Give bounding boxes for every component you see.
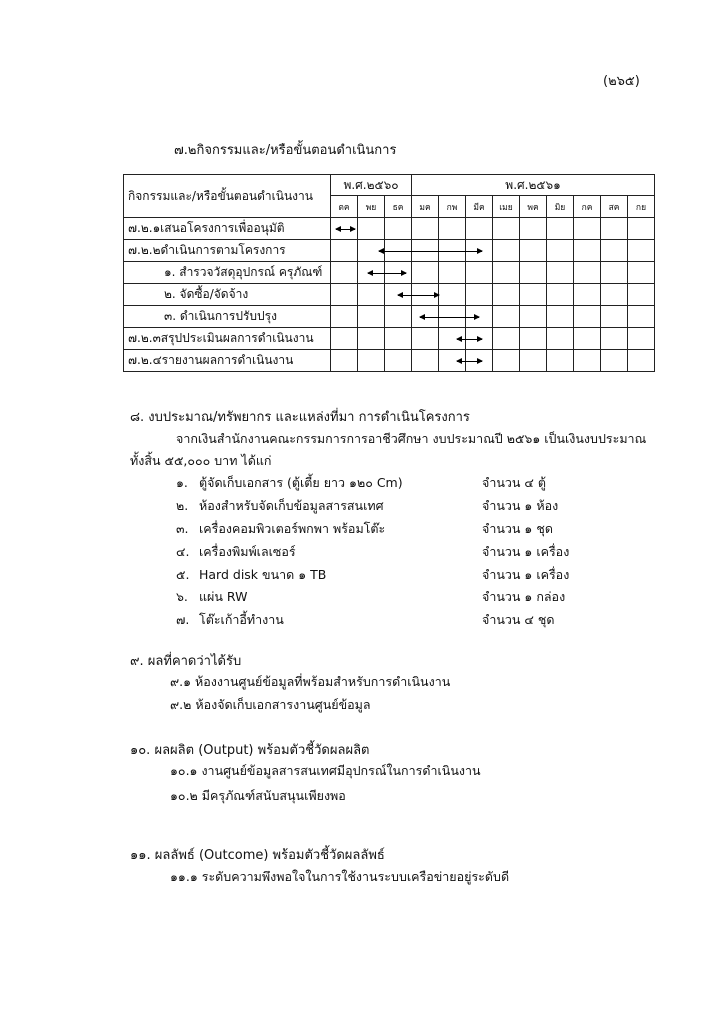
month-cell	[358, 218, 385, 240]
table-header-activity: กิจกรรมและ/หรือขั้นตอนดำเนินงาน	[124, 175, 331, 218]
month-header: กย	[628, 196, 655, 218]
month-header: กค	[574, 196, 601, 218]
month-cell	[628, 218, 655, 240]
budget-item-quantity: จำนวน ๔ ตู้	[482, 475, 546, 490]
section-10-item: ๑๐.๑ งานศูนย์ข้อมูลสารสนเทศมีอุปกรณ์ในการดำเนินงาน	[170, 763, 481, 778]
month-cell	[547, 328, 574, 350]
section-8-title: ๘. งบประมาณ/ทรัพยากร และแหล่งที่มา การดำเนินโครงการ	[130, 410, 470, 425]
month-cell	[601, 218, 628, 240]
month-cell	[574, 240, 601, 262]
month-header: ธค	[385, 196, 412, 218]
month-cell	[466, 284, 493, 306]
budget-item-name: ห้องสำหรับจัดเก็บข้อมูลสารสนเทศ	[199, 498, 384, 513]
budget-item-quantity: จำนวน ๑ ห้อง	[482, 498, 559, 513]
month-header: มค	[412, 196, 439, 218]
month-header: เมย	[493, 196, 520, 218]
month-cell	[574, 306, 601, 328]
section-8-paragraph-line1: จากเงินสำนักงานคณะกรรมการการอาชีวศึกษา งบประมาณปี ๒๕๖๑ เป็นเงินงบประมาณ	[176, 431, 647, 446]
table-row	[124, 350, 655, 372]
budget-item-quantity: จำนวน ๑ ชุด	[482, 521, 553, 536]
month-cell	[412, 262, 439, 284]
month-cell	[385, 328, 412, 350]
year-header-2560: พ.ศ.๒๕๖๐	[331, 175, 412, 196]
budget-item-number: ๕.	[176, 567, 190, 582]
table-row	[124, 284, 655, 306]
month-cell	[628, 284, 655, 306]
budget-item-number: ๒.	[176, 498, 189, 513]
budget-item-name: Hard disk ขนาด ๑ TB	[199, 567, 327, 582]
activity-label: ๗.๒.๒ดำเนินการตามโครงการ	[124, 240, 331, 262]
month-cell	[520, 306, 547, 328]
budget-item-name: แผ่น RW	[199, 589, 248, 604]
timeline-arrow	[379, 251, 482, 252]
month-cell	[547, 350, 574, 372]
month-cell	[493, 262, 520, 284]
month-cell	[574, 328, 601, 350]
month-cell	[331, 328, 358, 350]
budget-item-name: ตู้จัดเก็บเอกสาร (ตู้เตี้ย ยาว ๑๒๐ Cm)	[199, 475, 403, 490]
section-11-item: ๑๑.๑ ระดับความพึงพอใจในการใช้งานระบบเครือข่ายอยู่ระดับดี	[170, 869, 510, 884]
section-11-title: ๑๑. ผลลัพธ์ (Outcome) พร้อมตัวชี้วัดผลลัพธ์	[130, 848, 385, 863]
activity-label: ๗.๒.๑เสนอโครงการเพื่ออนุมัติ	[124, 218, 331, 240]
month-cell	[520, 218, 547, 240]
month-cell	[439, 218, 466, 240]
table-row	[124, 218, 655, 240]
month-cell	[601, 240, 628, 262]
month-cell	[358, 328, 385, 350]
month-cell	[520, 284, 547, 306]
section-9-item: ๙.๒ ห้องจัดเก็บเอกสารงานศูนย์ข้อมูล	[170, 697, 371, 712]
timeline-arrow	[457, 361, 481, 362]
budget-item-number: ๖.	[176, 589, 188, 604]
month-cell	[412, 328, 439, 350]
month-cell	[520, 262, 547, 284]
month-cell	[331, 240, 358, 262]
month-cell	[466, 218, 493, 240]
month-cell	[493, 218, 520, 240]
month-cell	[628, 328, 655, 350]
budget-item-name: โต๊ะเก้าอี้ทำงาน	[199, 612, 284, 627]
month-cell	[385, 218, 412, 240]
month-cell	[358, 350, 385, 372]
month-header: มิย	[547, 196, 574, 218]
month-cell	[547, 284, 574, 306]
timeline-arrow	[420, 317, 479, 318]
month-cell	[601, 284, 628, 306]
table-row	[124, 328, 655, 350]
month-cell	[466, 262, 493, 284]
month-cell	[574, 284, 601, 306]
budget-item-number: ๗.	[176, 612, 190, 627]
timeline-arrow	[336, 229, 355, 230]
timeline-arrow	[368, 273, 406, 274]
budget-item-number: ๓.	[176, 521, 189, 536]
month-cell	[628, 262, 655, 284]
month-cell	[574, 262, 601, 284]
month-cell	[358, 306, 385, 328]
month-cell	[601, 306, 628, 328]
month-cell	[331, 262, 358, 284]
month-cell	[520, 328, 547, 350]
month-cell	[628, 240, 655, 262]
budget-item-name: เครื่องพิมพ์เลเซอร์	[199, 544, 296, 559]
section-10-title: ๑๐. ผลผลิต (Output) พร้อมตัวชี้วัดผลผลิต	[130, 743, 370, 758]
month-cell	[547, 240, 574, 262]
month-cell	[547, 218, 574, 240]
month-cell	[331, 350, 358, 372]
month-cell	[601, 328, 628, 350]
month-cell	[439, 262, 466, 284]
month-cell	[493, 284, 520, 306]
month-header: สค	[601, 196, 628, 218]
budget-item-quantity: จำนวน ๑ เครื่อง	[482, 544, 570, 559]
month-cell	[412, 350, 439, 372]
month-cell	[493, 328, 520, 350]
budget-item-number: ๑.	[176, 475, 188, 490]
month-cell	[385, 350, 412, 372]
activity-label: ๗.๒.๓สรุปประเมินผลการดำเนินงาน	[124, 328, 331, 350]
activity-label: ๑. สำรวจวัสดุอุปกรณ์ ครุภัณฑ์	[124, 262, 331, 284]
month-cell	[520, 350, 547, 372]
activity-label: ๒. จัดซื้อ/จัดจ้าง	[124, 284, 331, 306]
budget-item-quantity: จำนวน ๔ ชุด	[482, 612, 555, 627]
timeline-arrow	[398, 295, 439, 296]
budget-item-number: ๔.	[176, 544, 190, 559]
month-cell	[574, 218, 601, 240]
month-cell	[601, 350, 628, 372]
page-number: (๒๖๕)	[603, 74, 640, 89]
month-cell	[385, 306, 412, 328]
activity-label: ๓. ดำเนินการปรับปรุง	[124, 306, 331, 328]
month-cell	[628, 306, 655, 328]
month-cell	[493, 350, 520, 372]
month-cell	[358, 284, 385, 306]
month-header: มีค	[466, 196, 493, 218]
month-cell	[628, 350, 655, 372]
month-header: กพ	[439, 196, 466, 218]
month-cell	[493, 306, 520, 328]
budget-item-quantity: จำนวน ๑ กล่อง	[482, 589, 566, 604]
section-8-paragraph-line2: ทั้งสิ้น ๕๕,๐๐๐ บาท ได้แก่	[130, 453, 272, 468]
month-cell	[331, 306, 358, 328]
budget-item-quantity: จำนวน ๑ เครื่อง	[482, 567, 570, 582]
month-cell	[331, 284, 358, 306]
year-header-2561: พ.ศ.๒๕๖๑	[412, 175, 655, 196]
month-cell	[439, 284, 466, 306]
activity-label: ๗.๒.๔รายงานผลการดำเนินงาน	[124, 350, 331, 372]
month-header: พค	[520, 196, 547, 218]
section-9-item: ๙.๑ ห้องงานศูนย์ข้อมูลที่พร้อมสำหรับการดำเนินงาน	[170, 674, 451, 689]
section-10-item: ๑๐.๒ มีครุภัณฑ์สนับสนุนเพียงพอ	[170, 788, 346, 803]
month-header: พย	[358, 196, 385, 218]
month-cell	[493, 240, 520, 262]
table-row	[124, 306, 655, 328]
month-cell	[574, 350, 601, 372]
budget-item-name: เครื่องคอมพิวเตอร์พกพา พร้อมโต๊ะ	[199, 521, 386, 536]
month-header: ตค	[331, 196, 358, 218]
section-7-2-title: ๗.๒กิจกรรมและ/หรือขั้นตอนดำเนินการ	[174, 143, 397, 158]
timeline-arrow	[457, 339, 481, 340]
month-cell	[601, 262, 628, 284]
month-cell	[547, 306, 574, 328]
month-cell	[412, 218, 439, 240]
month-cell	[520, 240, 547, 262]
month-cell	[547, 262, 574, 284]
section-9-title: ๙. ผลที่คาดว่าได้รับ	[130, 654, 242, 669]
